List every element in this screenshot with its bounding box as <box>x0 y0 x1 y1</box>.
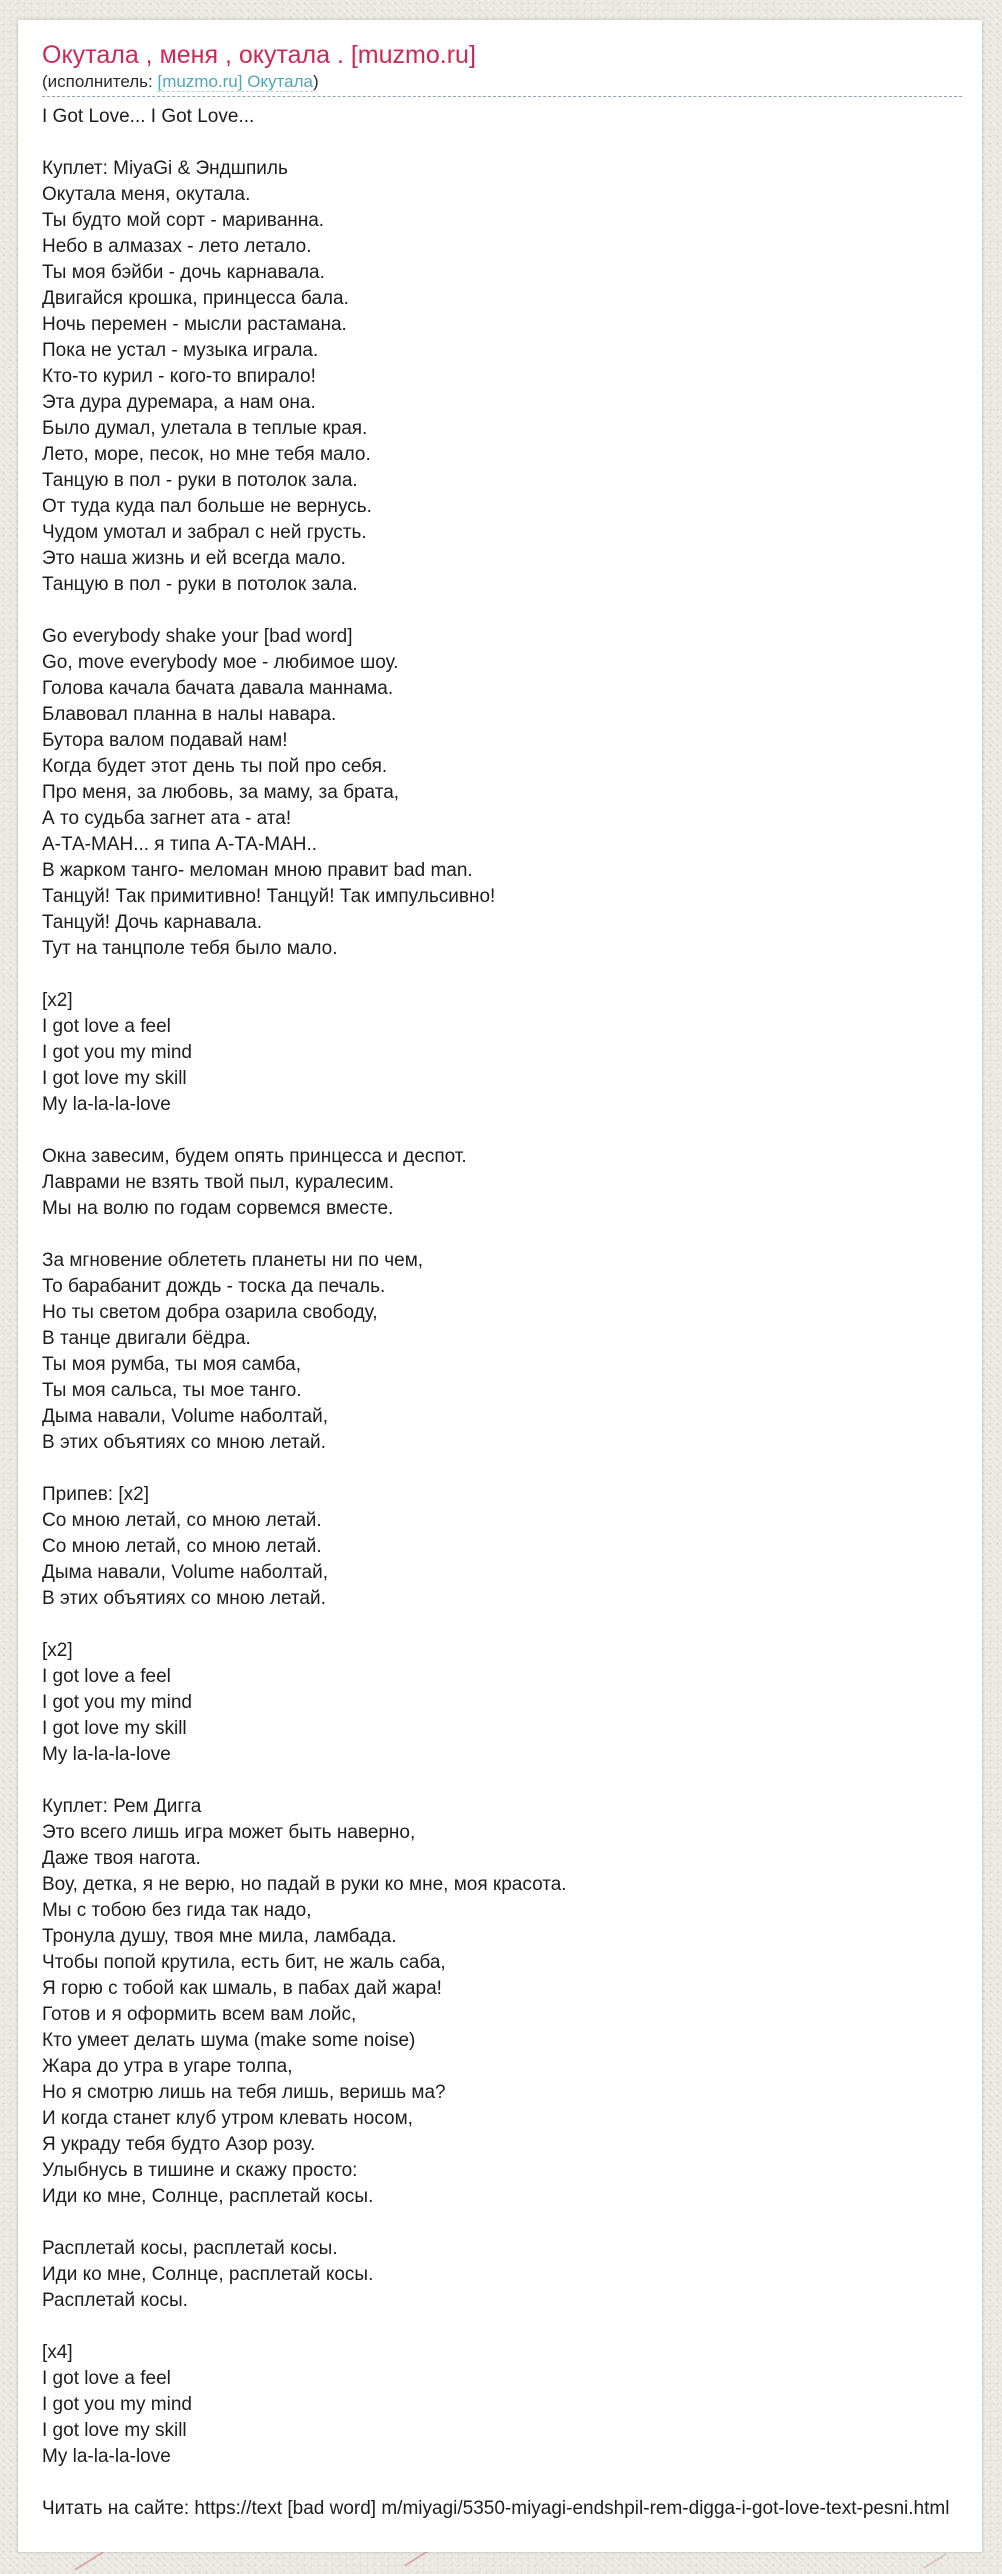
lyric-line: Кто умеет делать шума (make some noise) <box>42 2030 416 2051</box>
lyric-line: За мгновение облететь планеты ни по чем, <box>42 1250 424 1271</box>
artist-line-suffix: ) <box>312 72 319 91</box>
lyric-line: Готов и я оформить всем вам лойс, <box>42 2004 357 2025</box>
lyric-line: В этих объятиях со мною летай. <box>42 1588 326 1609</box>
lyric-line: Танцуй! Дочь карнавала. <box>42 912 262 933</box>
lyric-line: Окутала меня, окутала. <box>42 184 251 205</box>
artist-label: (исполнитель: <box>42 72 158 91</box>
lyric-line <box>42 1456 982 1482</box>
lyric-line: I got love a feel <box>42 2368 171 2389</box>
lyric-line: My la-la-la-love <box>42 2446 171 2467</box>
lyric-line: Когда будет этот день ты пой про себя. <box>42 756 388 777</box>
lyric-line: Но ты светом добра озарила свободу, <box>42 1302 378 1323</box>
lyric-line: [x2] <box>42 990 73 1011</box>
lyric-line: Танцую в пол - руки в потолок зала. <box>42 574 358 595</box>
lyric-line: Но я смотрю лишь на тебя лишь, веришь ма? <box>42 2082 446 2103</box>
texture-scratch <box>74 2551 104 2571</box>
lyric-line: I got love my skill <box>42 1068 187 1089</box>
lyric-line: Иди ко мне, Солнце, расплетай косы. <box>42 2264 374 2285</box>
lyric-line: Лаврами не взять твой пыл, куралесим. <box>42 1172 395 1193</box>
lyric-line: I got you my mind <box>42 1692 192 1713</box>
lyric-line: Танцую в пол - руки в потолок зала. <box>42 470 358 491</box>
lyric-line: Небо в алмазах - лето летало. <box>42 236 312 257</box>
lyric-line: Про меня, за любовь, за маму, за брата, <box>42 782 400 803</box>
lyric-line: My la-la-la-love <box>42 1094 171 1115</box>
lyric-line: Чудом умотал и забрал с ней грусть. <box>42 522 367 543</box>
lyric-line: Воу, детка, я не верю, но падай в руки ко мне, моя красота. <box>42 1874 567 1895</box>
lyric-line: Лето, море, песок, но мне тебя мало. <box>42 444 371 465</box>
lyric-line: Я горю с тобой как шмаль, в пабах дай жара! <box>42 1978 442 1999</box>
lyric-line: Было думал, улетала в теплые края. <box>42 418 368 439</box>
lyrics-card <box>18 20 982 2552</box>
lyric-line: В танце двигали бёдра. <box>42 1328 251 1349</box>
lyric-line: I got you my mind <box>42 2394 192 2415</box>
lyric-line: Со мною летай, со мною летай. <box>42 1536 322 1557</box>
lyric-line: Go everybody shake your [bad word] <box>42 626 353 647</box>
lyric-line: Тут на танцполе тебя было мало. <box>42 938 338 959</box>
lyric-line: Жара до утра в угаре толпа, <box>42 2056 293 2077</box>
lyric-line: Расплетай косы. <box>42 2290 188 2311</box>
lyric-line: I Got Love... I Got Love... <box>42 106 255 127</box>
lyric-line: I got love a feel <box>42 1666 171 1687</box>
lyric-line: Пока не устал - музыка играла. <box>42 340 319 361</box>
lyric-line <box>42 2314 982 2340</box>
lyric-line: Дыма навали, Volume наболтай, <box>42 1406 328 1427</box>
lyric-line: А-ТА-МАН... я типа А-ТА-МАН.. <box>42 834 318 855</box>
lyric-line: Ты моя сальса, ты мое танго. <box>42 1380 302 1401</box>
texture-scratch <box>923 2553 946 2568</box>
lyric-line: Ты будто мой сорт - мариванна. <box>42 210 325 231</box>
lyric-line: Танцуй! Так примитивно! Танцуй! Так импульсивно! <box>42 886 496 907</box>
lyric-line: И когда станет клуб утром клевать носом, <box>42 2108 413 2129</box>
lyric-line: Блавовал планна в налы навара. <box>42 704 337 725</box>
lyric-line <box>42 1612 982 1638</box>
lyric-line: Двигайся крошка, принцесса бала. <box>42 288 349 309</box>
lyric-line: Go, move everybody мое - любимое шоу. <box>42 652 399 673</box>
page-title: Окутала , меня , окутала . [muzmo.ru] <box>42 41 476 69</box>
lyric-line: Мы на волю по годам сорвемся вместе. <box>42 1198 394 1219</box>
lyric-line: Ночь перемен - мысли растамана. <box>42 314 347 335</box>
lyric-line: Читать на сайте: https://text [bad word] m/miyagi/5350-miyagi-endshpil-rem-digga-i-got-love-text-pesni.html <box>42 2498 950 2519</box>
lyric-line: Даже твоя нагота. <box>42 1848 201 1869</box>
lyric-line <box>42 2470 982 2496</box>
lyric-line: Дыма навали, Volume наболтай, <box>42 1562 328 1583</box>
lyric-line: А то судьба загнет ата - ата! <box>42 808 292 829</box>
lyric-line: Иди ко мне, Солнце, расплетай косы. <box>42 2186 374 2207</box>
lyric-line: [x2] <box>42 1640 73 1661</box>
lyric-line: Мы с тобою без гида так надо, <box>42 1900 312 1921</box>
lyric-line <box>42 130 982 156</box>
lyric-line: Бутора валом подавай нам! <box>42 730 288 751</box>
lyric-line <box>42 962 982 988</box>
lyric-line <box>42 598 982 624</box>
lyric-line <box>42 1118 982 1144</box>
lyric-line: Куплет: Рем Дигга <box>42 1796 202 1817</box>
lyric-line: [x4] <box>42 2342 73 2363</box>
lyric-line: В этих объятиях со мною летай. <box>42 1432 326 1453</box>
lyric-line: I got love my skill <box>42 2420 187 2441</box>
lyric-line: Кто-то курил - кого-то впирало! <box>42 366 316 387</box>
lyric-line: Чтобы попой крутила, есть бит, не жаль саба, <box>42 1952 446 1973</box>
lyric-line: Расплетай косы, расплетай косы. <box>42 2238 338 2259</box>
lyrics-text <box>42 104 982 2522</box>
lyric-line: Это наша жизнь и ей всегда мало. <box>42 548 346 569</box>
lyric-line <box>42 1768 982 1794</box>
lyric-line: Тронула душу, твоя мне мила, ламбада. <box>42 1926 397 1947</box>
lyric-line: Окна завесим, будем опять принцесса и деспот. <box>42 1146 467 1167</box>
artist-line <box>42 71 962 97</box>
lyric-line: Это всего лишь игра может быть наверно, <box>42 1822 416 1843</box>
lyric-line: В жарком танго- меломан мною правит bad man. <box>42 860 473 881</box>
lyric-line: Ты моя румба, ты моя самба, <box>42 1354 302 1375</box>
lyric-line: То барабанит дождь - тоска да печаль. <box>42 1276 386 1297</box>
lyric-line <box>42 2210 982 2236</box>
lyric-line: Эта дура дуремара, а нам она. <box>42 392 316 413</box>
lyric-line: От туда куда пал больше не вернусь. <box>42 496 372 517</box>
lyric-line: Улыбнусь в тишине и скажу просто: <box>42 2160 358 2181</box>
lyric-line <box>42 1222 982 1248</box>
lyric-line: Ты моя бэйби - дочь карнавала. <box>42 262 325 283</box>
lyric-line: I got you my mind <box>42 1042 192 1063</box>
lyric-line: I got love my skill <box>42 1718 187 1739</box>
lyric-line: I got love a feel <box>42 1016 171 1037</box>
lyric-line: Куплет: MiyaGi & Эндшпиль <box>42 158 288 179</box>
lyric-line: My la-la-la-love <box>42 1744 171 1765</box>
lyric-line: Припев: [x2] <box>42 1484 149 1505</box>
lyric-line: Со мною летай, со мною летай. <box>42 1510 322 1531</box>
lyric-line: Голова качала бачата давала маннама. <box>42 678 394 699</box>
artist-link[interactable]: [muzmo.ru] Окутала <box>157 72 313 91</box>
lyric-line: Я украду тебя будто Азор розу. <box>42 2134 316 2155</box>
